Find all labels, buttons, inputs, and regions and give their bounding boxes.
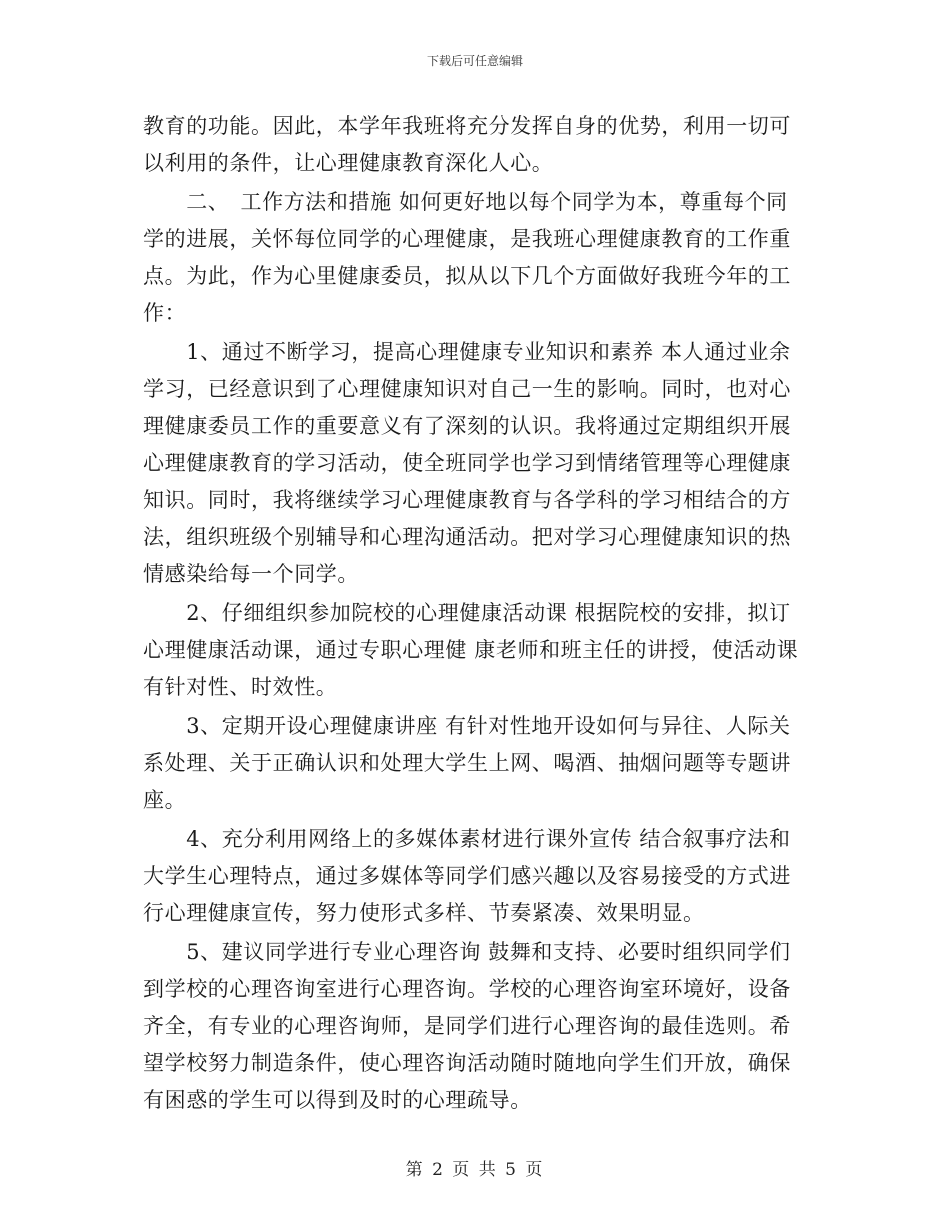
page-footer: 第 2 页 共 5 页 [405, 1160, 545, 1180]
document-body [143, 108, 809, 1119]
text-line: 3、定期开设心理健康讲座 有针对性地开设如何与异往、人际关 [143, 714, 791, 738]
text-line: 齐全，有专业的心理咨询师，是同学们进行心理咨询的最佳选则。希 [143, 1014, 791, 1038]
text-line: 4、充分利用网络上的多媒体素材进行课外宣传 结合叙事疗法和 [143, 827, 791, 851]
text-line: 二、 工作方法和措施 如何更好地以每个同学为本，尊重每个同 [143, 190, 788, 214]
text-line: 座。 [143, 788, 187, 812]
text-line: 心理健康教育的学习活动，使全班同学也学习到情绪管理等心理健康 [143, 451, 791, 475]
text-line: 教育的功能。因此，本学年我班将充分发挥自身的优势，利用一切可 [143, 114, 791, 138]
text-line: 理健康委员工作的重要意义有了深刻的认识。我将通过定期组织开展 [143, 414, 791, 438]
text-line: 点。为此，作为心里健康委员，拟从以下几个方面做好我班今年的工 [143, 264, 791, 288]
text-line: 望学校努力制造条件，使心理咨询活动随时随地向学生们开放，确保 [143, 1051, 791, 1075]
text-line: 以利用的条件，让心理健康教育深化人心。 [143, 151, 554, 175]
text-line: 学的进展，关怀每位同学的心理健康，是我班心理健康教育的工作重 [143, 227, 791, 251]
text-line: 系处理、关于正确认识和处理大学生上网、喝酒、抽烟问题等专题讲 [143, 751, 791, 775]
text-line: 5、建议同学进行专业心理咨询 鼓舞和支持、必要时组织同学们 [143, 940, 791, 964]
text-line: 学习，已经意识到了心理健康知识对自己一生的影响。同时，也对心 [143, 377, 791, 401]
text-line: 心理健康活动课，通过专职心理健 康老师和班主任的讲授，使活动课 [143, 638, 799, 662]
text-line: 行心理健康宣传，努力使形式多样、节奏紧凑、效果明显。 [143, 901, 705, 925]
text-line: 有困惑的学生可以得到及时的心理疏导。 [143, 1088, 532, 1112]
text-line: 大学生心理特点，通过多媒体等同学们感兴趣以及容易接受的方式进 [143, 864, 791, 888]
text-line: 1、通过不断学习，提高心理健康专业知识和素养 本人通过业余 [143, 340, 791, 364]
text-line: 到学校的心理咨询室进行心理咨询。学校的心理咨询室环境好，设备 [143, 977, 791, 1001]
text-line: 知识。同时，我将继续学习心理健康教育与各学科的学习相结合的方 [143, 488, 791, 512]
text-line: 法，组织班级个别辅导和心理沟通活动。把对学习心理健康知识的热 [143, 525, 791, 549]
page-header: 下载后可任意编辑 [426, 54, 523, 68]
text-line: 有针对性、时效性。 [143, 675, 338, 699]
text-line: 作： [143, 301, 187, 325]
text-line: 2、仔细组织参加院校的心理健康活动课 根据院校的安排，拟订 [143, 601, 791, 625]
text-line: 情感染给每一个同学。 [143, 562, 359, 586]
